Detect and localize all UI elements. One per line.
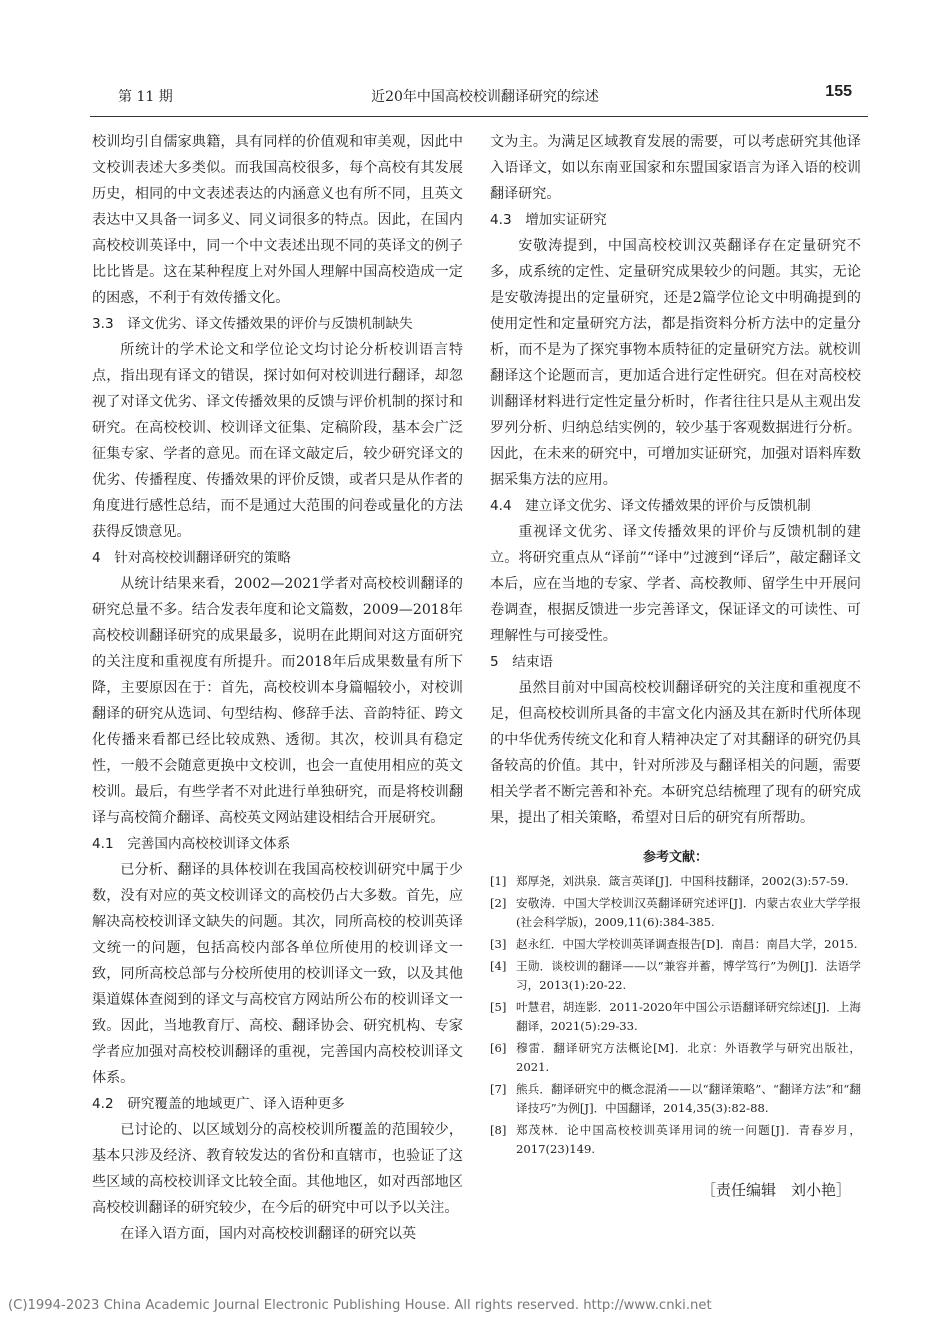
section-heading: 4.1 完善国内高校校训译文体系 (92, 836, 291, 852)
body-paragraph: 虽然目前对中国高校校训翻译研究的关注度和重视度不足，但高校校训所具备的丰富文化内涵及其在新时代所体现的中华优秀传统文化和育人精神决定了对其翻译的研究仍具备较高的价值。其中，针对所涉及与翻译相关的问题，需要相关学者不断完善和补充。本研究总结梳理了现有的研究成果，提出了相关策略，希望对日后的研究有所帮助。 (490, 680, 861, 826)
reference-text: 安敬涛．中国大学校训汉英翻译研究述评[J]．内蒙古农业大学学报(社会科学版)，2009,11(6):384-385. (516, 896, 861, 929)
reference-number: [5] (490, 1000, 507, 1014)
body-paragraph: 安敬涛提到，中国高校校训汉英翻译存在定量研究不多，成系统的定性、定量研究成果较少的问题。其实，无论是安敬涛提出的定量研究，还是2篇学位论文中明确提到的使用定性和定量研究方法，都是指资料分析方法中的定量分析，而不是为了探究事物本质特征的定量研究方法。就校训翻译这个论题而言，更加适合进行定性研究。但在对高校校训翻译材料进行定性定量分析时，作者往往只是从主观出发罗列分析、归纳总结实例的，较少基于客观数据进行分析。因此，在未来的研究中，可增加实证研究，加强对语料库数据采集方法的应用。 (490, 238, 861, 488)
reference-number: [3] (490, 937, 507, 951)
body-paragraph: 重视译文优劣、译文传播效果的评价与反馈机制的建立。将研究重点从“译前”“译中”过渡到“译后”，敲定翻译文本后，应在当地的专家、学者、高校教师、留学生中开展问卷调查，根据反馈进一步完善译文，保证译文的可读性、可理解性与可接受性。 (490, 524, 861, 644)
reference-item (490, 1121, 861, 1159)
body-paragraph: 在译入语方面，国内对高校校训翻译的研究以英 (120, 1226, 417, 1242)
section-heading: 3.3 译文优劣、译文传播效果的评价与反馈机制缺失 (92, 316, 413, 332)
section-heading: 4.3 增加实证研究 (490, 212, 607, 228)
reference-item (490, 957, 861, 995)
section-heading: 4.4 建立译文优劣、译文传播效果的评价与反馈机制 (490, 498, 811, 514)
reference-number: [8] (490, 1123, 507, 1137)
reference-text: 穆雷．翻译研究方法概论[M]．北京：外语教学与研究出版社，2021. (516, 1041, 861, 1074)
reference-number: [4] (490, 959, 507, 973)
responsible-editor: ［责任编辑 刘小艳］ (700, 1181, 851, 1199)
reference-text: 郑茂林．论中国高校校训英译用词的统一问题[J]．青春岁月，2017(23)149. (516, 1123, 861, 1156)
left-column (92, 129, 463, 1247)
references-list (490, 872, 861, 1159)
reference-number: [1] (490, 874, 507, 888)
section-heading: 4 针对高校校训翻译研究的策略 (92, 550, 291, 566)
reference-text: 王勋．谈校训的翻译——以“兼容并蓄，博学笃行”为例[J]．法语学习，2013(1):20-22. (516, 959, 861, 992)
reference-item (490, 935, 861, 954)
header-rule (90, 116, 868, 117)
reference-item (490, 872, 861, 891)
reference-item (490, 894, 861, 932)
section-heading: 4.2 研究覆盖的地域更广、译入语种更多 (92, 1096, 345, 1112)
reference-text: 郑厚尧，刘洪泉．箴言英译[J]．中国科技翻译，2002(3):57-59. (516, 874, 849, 888)
page-number: 155 (825, 83, 852, 100)
body-paragraph: 校训均引自儒家典籍，具有同样的价值观和审美观，因此中文校训表述大多类似。而我国高校很多，每个高校有其发展历史，相同的中文表述表达的内涵意义也有所不同，且英文表达中又具备一词多义、同义词很多的特点。因此，在国内高校校训英译中，同一个中文表述出现不同的英译文的例子比比皆是。这在某种程度上对外国人理解中国高校造成一定的困惑，不利于有效传播文化。 (92, 134, 463, 306)
body-paragraph: 从统计结果来看，2002—2021学者对高校校训翻译的研究总量不多。结合发表年度和论文篇数，2009—2018年高校校训翻译研究的成果最多，说明在此期间对这方面研究的关注度和重视度有所提升。而2018年后成果数量有所下降，主要原因在于：首先，高校校训本身篇幅较小，对校训翻译的研究从选词、句型结构、修辞手法、音韵特征、跨文化传播来看都已经比较成熟、透彻。其次，校训具有稳定性，一般不会随意更换中文校训，也会一直使用相应的英文校训。最后，有些学者不对此进行单独研究，而是将校训翻译与高校简介翻译、高校英文网站建设相结合开展研究。 (92, 576, 463, 826)
page-header (118, 83, 852, 110)
references-title: 参考文献： (642, 850, 708, 865)
reference-text: 叶慧君，胡连影．2011-2020年中国公示语翻译研究综述[J]．上海翻译，2021(5):29-33. (516, 1000, 861, 1033)
running-title: 近20年中国高校校训翻译研究的综述 (371, 89, 599, 105)
reference-number: [2] (490, 896, 507, 910)
right-column (490, 129, 861, 1201)
copyright-footer: (C)1994-2023 China Academic Journal Electronic Publishing House. All rights reserved. http://www.cnki.net (8, 1298, 712, 1313)
right-column-body (490, 129, 861, 831)
reference-item (490, 1080, 861, 1118)
reference-item (490, 998, 861, 1036)
reference-text: 赵永红．中国大学校训英译调查报告[D]．南昌：南昌大学，2015. (516, 937, 858, 951)
reference-number: [7] (490, 1082, 507, 1096)
issue-number: 第 11 期 (118, 89, 173, 105)
body-paragraph: 已讨论的、以区域划分的高校校训所覆盖的范围较少，基本只涉及经济、教育较发达的省份和直辖市，也验证了这些区域的高校校训译文比较全面。其他地区，如对西部地区高校校训翻译的研究较少，在今后的研究中可以予以关注。 (92, 1122, 463, 1216)
reference-number: [6] (490, 1041, 507, 1055)
reference-text: 熊兵．翻译研究中的概念混淆——以“翻译策略”、“翻译方法”和“翻译技巧”为例[J]．中国翻译，2014,35(3):82-88. (516, 1082, 861, 1115)
body-paragraph: 文为主。为满足区域教育发展的需要，可以考虑研究其他译入语译文，如以东南亚国家和东盟国家语言为译入语的校训翻译研究。 (490, 134, 861, 202)
body-paragraph: 所统计的学术论文和学位论文均讨论分析校训语言特点，指出现有译文的错误，探讨如何对校训进行翻译，却忽视了对译文优劣、译文传播效果的反馈与评价机制的探讨和研究。在高校校训、校训译文征集、定稿阶段，基本会广泛征集专家、学者的意见。而在译文敲定后，较少研究译文的优劣、传播程度、传播效果的评价反馈，或者只是从作者的角度进行感性总结，而不是通过大范围的问卷或量化的方法获得反馈意见。 (92, 342, 463, 540)
body-paragraph: 已分析、翻译的具体校训在我国高校校训研究中属于少数，没有对应的英文校训译文的高校仍占大多数。首先，应解决高校校训译文缺失的问题。其次，同所高校的校训英译文统一的问题，包括高校内部各单位所使用的校训译文一致，同所高校总部与分校所使用的校训译文一致，以及其他渠道媒体查阅到的译文与高校官方网站所公布的校训译文一致。因此，当地教育厅、高校、翻译协会、研究机构、专家学者应加强对高校校训翻译的重视，完善国内高校校训译文体系。 (92, 862, 463, 1086)
reference-item (490, 1039, 861, 1077)
section-heading: 5 结束语 (490, 654, 554, 670)
